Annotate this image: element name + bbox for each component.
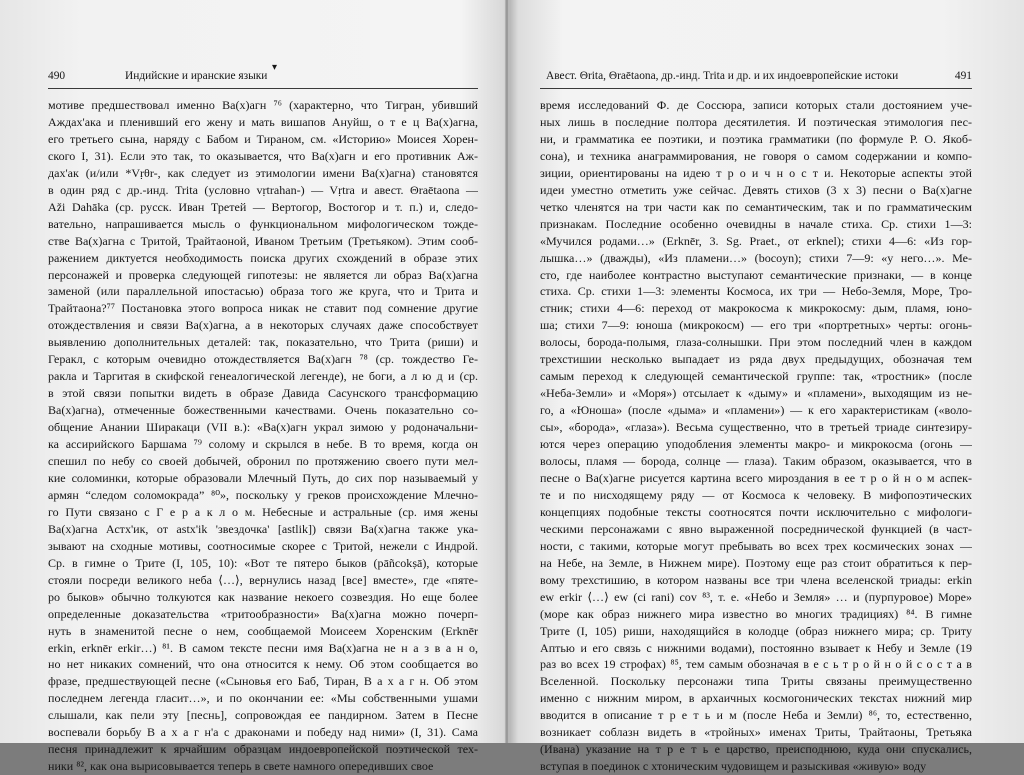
text-line: Ва(х)агна), отмеченные божественными качествами. Очень показательно со- <box>48 403 478 418</box>
text-line: раз во всех 19 строфах) ⁸⁵, тем самым обозначая в е с ь т р о й н о й с о с т а в <box>540 657 972 672</box>
text-line: Трайтаона?⁷⁷ Постановка этого вопроса никак не ставит под сомнение другие <box>48 301 478 316</box>
text-line: самым переход к следующей семантической группе: так, «тростник» (после <box>540 369 972 384</box>
text-line: ского I, 31). Если это так, то оказывается, что Ва(х)агн и его противник Аж- <box>48 148 478 163</box>
text-line: заменой (или параллельной ипостасью) образа того же круга, что и Трита и <box>48 284 478 299</box>
text-line: песня принадлежит к ярчайшим образцам индоевропейской поэтической тех- <box>48 742 478 757</box>
text-line: ew erkir ⟨…⟩ ew (ci rani) cov ⁸³, т. е. «Небо и Земля» … и (пурпуровое) Море» <box>540 589 972 604</box>
text-line: на Небе, на Земле, в Нижнем мире). Поэтому еще раз стоит обратиться к пер- <box>540 555 972 570</box>
text-line: стве Ва(х)агна с Тритой, Трайтаоной, Иваном Третьим (Третьяком). Этим сооб- <box>48 233 478 248</box>
text-line: время исследований Ф. де Соссюра, записи которых стали достоянием уче- <box>540 98 972 112</box>
text-line: erkin, erknēr erkir…) ⁸¹. В самом тексте песни имя Ва(х)агна не н а з в а н о, <box>48 640 478 655</box>
text-line: Ва(х)агна Астх'ик, от astx'ik 'звездочка' [astlik]) связи Ва(х)агна также ука- <box>48 521 478 536</box>
text-line: волосы, пламя — борода, солнце — глаза). Таким образом, оказывается, что в <box>540 454 972 469</box>
left-running-title: Индийские и иранские языки <box>125 70 268 82</box>
text-line: последнем легенда гласит…», и по окончании ее: «Мы собственными ушами <box>48 691 478 706</box>
text-line: (море как образ нижнего мира известно во многих традициях) ⁸⁴. В гимне <box>540 606 972 621</box>
text-line: (Ивана) указание на т р е т ь е царство, преисподнюю, куда они спускались, <box>540 742 972 757</box>
text-line: те и по нисходящему ряду — от Космоса к человеку. В мифопоэтических <box>540 487 972 502</box>
text-line: персонажей и проверка следующей гипотезы: не является ли образ Ва(х)агна <box>48 267 478 282</box>
text-line: «Мучился родами…» (Erknēr, 3. Sg. Praet., от erknel); стихи 4—6: «Из гор- <box>540 233 972 248</box>
text-line: мотиве предшествовал именно Ва(х)агн ⁷⁶ (характерно, что Тигран, убивший <box>48 98 478 112</box>
text-line: ни, и грамматика ее поэтики, и поэтика грамматики (по формуле Р. О. Якоб- <box>540 131 972 146</box>
text-line: ро быков» обычно толкуются как название некоего созвездия. Но еще более <box>48 589 478 604</box>
text-line: армян “следом соломокрада” ⁸⁰», поскольку у греков происхождение Млечно- <box>48 487 478 502</box>
left-page-number: 490 <box>48 70 66 82</box>
text-line: отождествления и связи Ва(х)агна, а в некоторых случаях даже способствует <box>48 318 478 333</box>
text-line: вому трехстишию, в котором названы все три члена вселенской триады: erkin <box>540 572 972 587</box>
text-line: вательно, напрашивается мысль о функциональном мифологическом тожде- <box>48 216 478 231</box>
text-line: Геракл, с которым очевидно отождествляется Ва(х)агн ⁷⁸ (ср. тождество Ге- <box>48 352 478 367</box>
text-line: Aži Dahāka (ср. русск. Иван Третей — Вертогор, Востогор и т. п.) и, следо- <box>48 199 478 214</box>
text-line: стник; стихи 4—6: переход от макрокосма к микрокосму: дым, пламя, юно- <box>540 301 972 316</box>
text-line: спешил по небу со своей добычей, обронил по протяжению своего пути мел- <box>48 454 478 469</box>
text-line: ности, с такими, которые могут пребывать во всех трех космических зонах — <box>540 538 972 553</box>
text-line: ники ⁸², как она вырисовывается теперь в свете намного опередивших свое <box>48 759 434 774</box>
text-line: го Пути связано с Г е р а к л о м. Небесные и астральные (ср. имя жены <box>48 504 478 519</box>
text-line: но нет никаких сомнений, что она относится к нему. Об этом сообщается во <box>48 657 478 672</box>
text-line: возникает соблазн видеть в «тройных» именах Триты, Трайтаоны, Третьяка <box>540 725 972 740</box>
text-line: Трите (I, 105) риши, находящийся в колодце (образ нижнего мира; ср. Триту <box>540 623 972 638</box>
text-line: Ср. в гимне о Трите (I, 105, 10): «Вот те пятеро быков (pāñcokṣā), которые <box>48 555 478 570</box>
right-running-head <box>540 66 972 89</box>
text-line: концепциях подобные тексты соотносятся почти исключительно с мифологи- <box>540 504 972 519</box>
text-line: его третьего сына, наряду с Бабом и Тираном, см. «Историю» Моисея Хорен- <box>48 131 478 146</box>
text-line: ражением диктуется необходимость поиска других схождений в образе этих <box>48 250 478 265</box>
text-line: выявлению дополнительных деталей: так, показательно, что Трита (риши) и <box>48 335 478 350</box>
text-line: стояли посреди великого неба ⟨…⟩, вернулись назад [все] вместе», где «пяте- <box>48 572 478 587</box>
text-line: вступая в поединок с хтоническим чудовищем и разыскивая «живую» воду <box>540 759 927 774</box>
text-line: четко членятся на три части как по семантическим, так и по грамматическим <box>540 199 972 214</box>
text-line: воспевали борьбу В а х а г н'а с драконами и победу над ними» (I, 31). Сама <box>48 725 478 740</box>
text-line: «Неба-Земли» и «Моря») отсылает к «дыму» и «пламени», выходящим из не- <box>540 386 972 401</box>
right-running-title: Авест. Θrita, Θraētaona, др.-инд. Trita и др. и их индоевропейские истоки <box>546 70 899 82</box>
text-line: кие соломинки, которые образовали Млечный Путь, до сих пор называемый у <box>48 470 478 485</box>
text-line: фразе, предшествующей песне («Сыновья его Баб, Тиран, В а х а г н. Об этом <box>48 674 478 689</box>
right-body-text <box>540 97 972 775</box>
text-line: зиции, ориентированы на идею т р о и ч н о с т и. Некоторые аспекты этой <box>540 165 972 180</box>
text-line: определенные доказательства «тритообразности» Ва(х)агна можно почерп- <box>48 606 478 621</box>
text-line: ных лишь в последние полтора десятилетия. И поэтическая этимология пес- <box>540 114 972 129</box>
left-running-head <box>48 62 478 89</box>
right-page-number: 491 <box>954 70 972 82</box>
text-line: именно с нижним миром, в архаичных космогонических текстах нижний мир <box>540 691 972 706</box>
text-line: слышали, как пели эту [песнь], сопровождая ее пандирном. Затем в Песне <box>48 708 478 723</box>
text-line: волосы, борода-полымя, глаза-солнышки. При этом последний член в каждом <box>540 335 972 350</box>
text-line: Аждах'ака и пленивший его жену и мать вишапов Ануйш, о т е ц Ва(х)агна, <box>48 114 478 129</box>
text-line: ка ассирийского Баршама ⁷⁹ солому и скрылся в небе. В то время, когда он <box>48 437 478 452</box>
left-page <box>48 62 478 775</box>
text-line: сона), и техника анаграммирования, не говоря о самом содержании и компо- <box>540 148 972 163</box>
text-line: дах'ак (и/или *Vṛθr-, как следует из этимологии имени Ва(х)агна) становятся <box>48 165 478 180</box>
text-line: признакам. Последние особенно очевидны в начале стиха. Ср. стихи 1—3: <box>540 216 972 231</box>
text-line: песне о Ва(х)агне рисуется картина всего мироздания в ее т р о й н о м аспек- <box>540 470 972 485</box>
text-line: ракла и Таргитая в скифской генеалогической легенде), не боги, а л ю д и (ср. <box>48 369 478 384</box>
text-line: ческими персонажами с явно выраженной посреднической функцией (в част- <box>540 521 972 536</box>
text-line: общение Анании Ширакаци (VII в.): «Ва(х)агн украл зимою у родоначальни- <box>48 420 478 435</box>
text-line: стиха. Ср. стихи 1—3: элементы Космоса, их три — Небо-Земля, Море, Тро- <box>540 284 972 299</box>
text-line: Вселенной. Поскольку персонажи типа Триты связаны преимущественно <box>540 674 972 689</box>
book-gutter <box>505 0 509 743</box>
text-line: го, а «Юноша» (после «дыма» и «пламени») — к его характеристикам («воло- <box>540 403 972 418</box>
text-line: в один ряд с др.-инд. Trita (условно vṛtrahan-) — Vṛtra и авест. Θraētaona — <box>48 182 478 197</box>
right-page <box>540 66 972 775</box>
text-line: сто, где наиболее контрастно выступают семантические признаки, — в конце <box>540 267 972 282</box>
text-line: в этой связи попытки видеть в образе Давида Сасунского трансформацию <box>48 386 478 401</box>
text-line: нуть в знаменитой песне о нем, сообщаемой Моисеем Хоренским (Erknēr <box>48 623 478 638</box>
text-line: лышка…» (дважды), «Из пламени…» (bocoyn); стихи 7—9: «у него…». Ме- <box>540 250 972 265</box>
text-line: вводится в описание т р е т ь и м (после Неба и Земли) ⁸⁶, то, естественно, <box>540 708 972 723</box>
left-body-text <box>48 97 478 775</box>
text-line: зывают на сходные мотивы, соотносимые скорее с Тритой, нежели с Индрой. <box>48 538 478 553</box>
text-line: идеи уместно отметить уже сейчас. Девять стихов (3 x 3) песни о Ва(х)агне <box>540 182 972 197</box>
text-line: ша; стихи 7—9: юноша (микрокосм) — его три «портретных» черты: огонь- <box>540 318 972 333</box>
text-line: трехстишии несколько выпадает из ряда двух предыдущих, обозначая тем <box>540 352 972 367</box>
text-line: ются через операцию уподобления элементы макро- и микрокосма (огонь — <box>540 437 972 452</box>
stray-mark: ▾ <box>272 62 278 73</box>
text-line: сы», «борода», «глаза»). Весьма существенно, что в третьей триаде синтезиру- <box>540 420 972 435</box>
text-line: Аптью и его связь с нижними водами), постоянно взывает к Небу и Земле (19 <box>540 640 972 655</box>
